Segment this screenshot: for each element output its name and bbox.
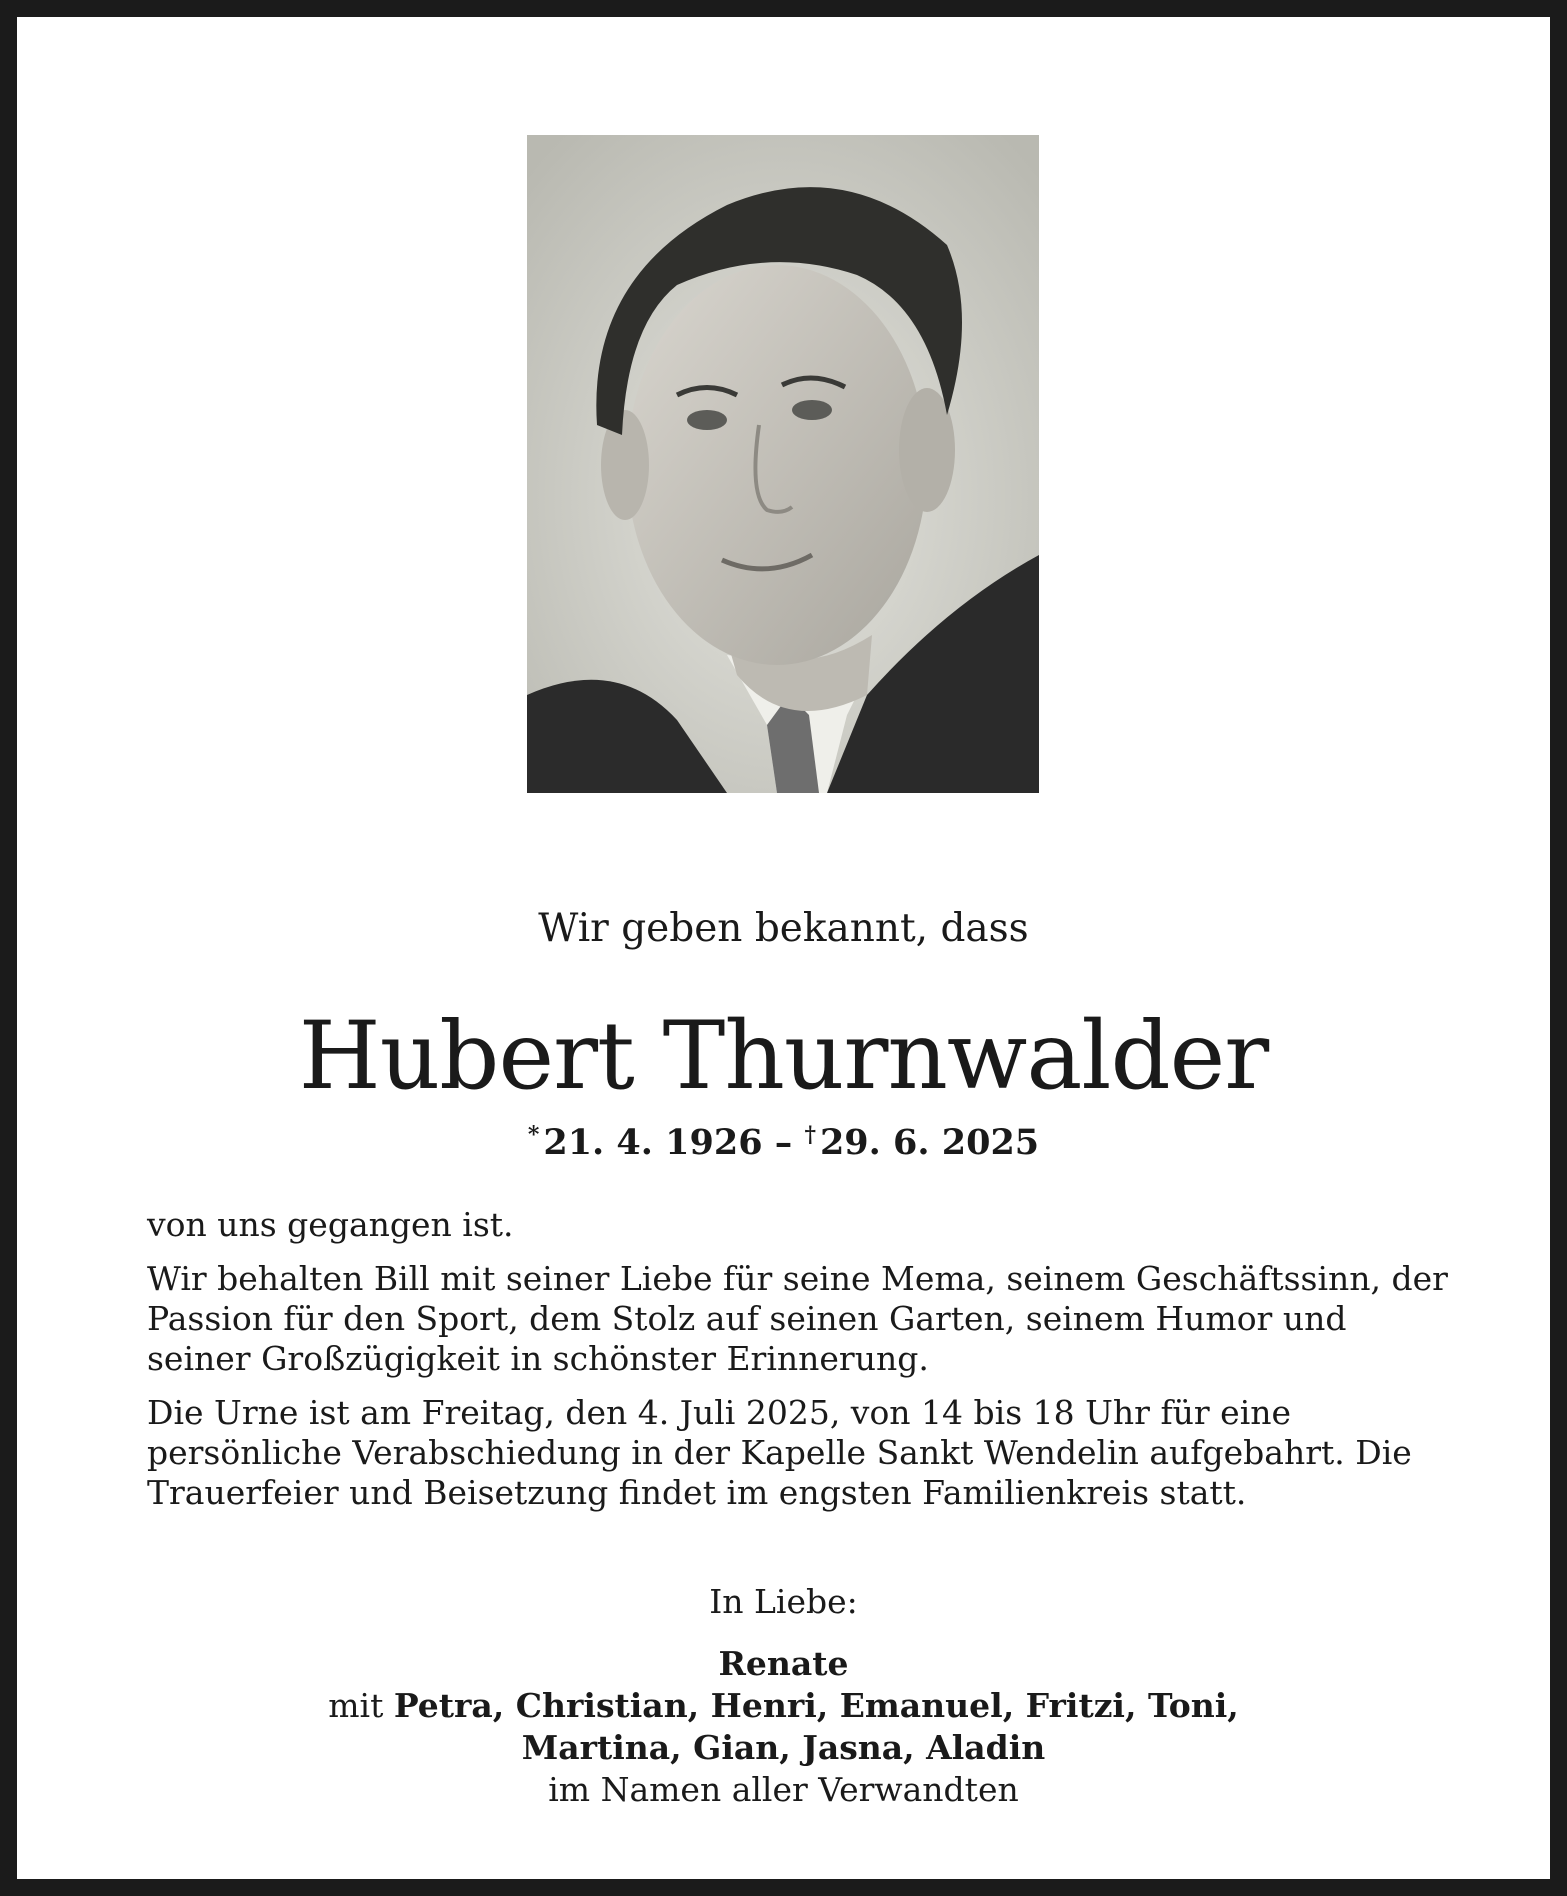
body-paragraph: Die Urne ist am Freitag, den 4. Juli 2025, von 14 bis 18 Uhr für eine persönliche Verabschiedung in der Kapelle Sankt Wendelin aufgebahrt. Die Trauerfeier und Beisetzung findet im engsten Familienkreis statt.: [147, 1393, 1412, 1512]
signoff-family-line: [17, 1685, 1550, 1727]
family-names: Petra, Christian, Henri, Emanuel, Fritzi, Toni,: [393, 1686, 1239, 1725]
deceased-name: Hubert Thurnwalder: [298, 1002, 1269, 1111]
life-dates: [17, 1113, 1550, 1165]
body-paragraph: von uns gegangen ist.: [147, 1205, 514, 1244]
birth-date: 21. 4. 1926: [543, 1122, 763, 1163]
body-paragraph: Wir behalten Bill mit seiner Liebe für seine Mema, seinem Geschäftssinn, der Passion für den Sport, dem Stolz auf seinen Garten, seinem Humor und seiner Großzügigkeit in schönster Erinnerung.: [147, 1259, 1448, 1378]
date-separator: –: [762, 1122, 805, 1163]
obituary-body: [147, 1205, 1455, 1527]
signoff-heading: In Liebe:: [709, 1582, 858, 1621]
intro-line: Wir geben bekannt, dass: [538, 906, 1029, 951]
death-date: 29. 6. 2025: [819, 1122, 1040, 1163]
signoff: [17, 1581, 1550, 1811]
family-names-2: Martina, Gian, Jasna, Aladin: [521, 1728, 1046, 1767]
signoff-primary: Renate: [718, 1644, 849, 1683]
death-symbol: †: [804, 1122, 816, 1148]
portrait-icon: [527, 135, 1039, 793]
birth-symbol: *: [527, 1122, 540, 1148]
portrait-photo: [527, 135, 1039, 793]
with-prefix: mit: [328, 1686, 394, 1725]
signoff-closing: im Namen aller Verwandten: [548, 1770, 1019, 1809]
